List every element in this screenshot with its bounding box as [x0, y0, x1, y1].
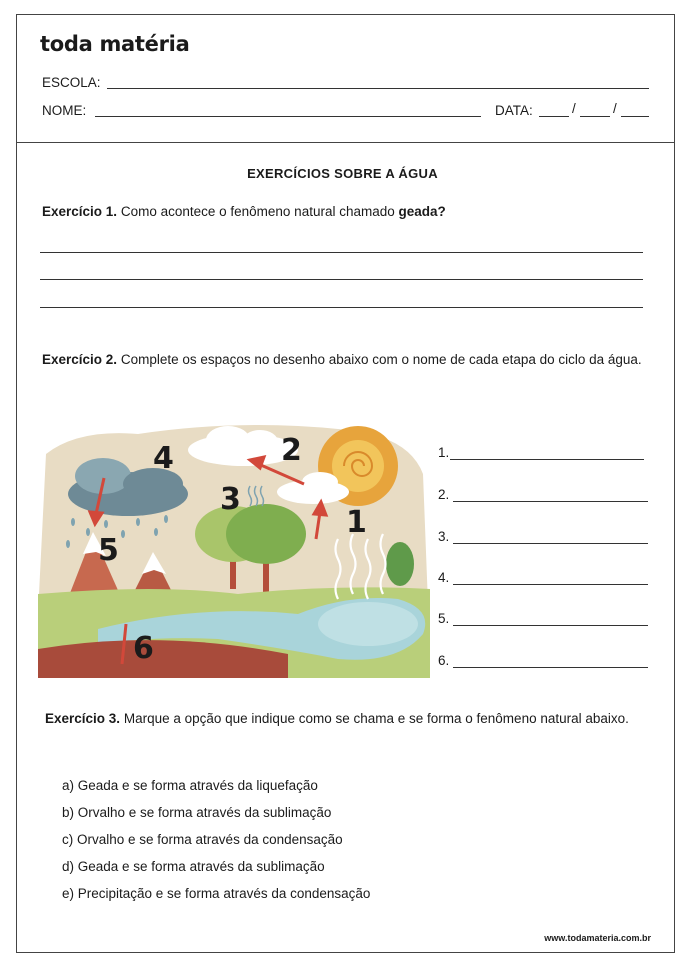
answer-line[interactable]	[453, 584, 648, 585]
list-item-number: 5.	[438, 611, 450, 626]
answer-line[interactable]	[40, 252, 643, 253]
option-b[interactable]: b) Orvalho e se forma através da sublimação	[62, 805, 332, 820]
page-title: EXERCÍCIOS SOBRE A ÁGUA	[247, 166, 438, 181]
diagram-number: 4	[153, 441, 174, 476]
list-item-number: 1.	[438, 445, 450, 460]
brand-logo: toda matéria	[40, 32, 190, 56]
exercise-2-question	[42, 346, 644, 373]
diagram-number: 5	[98, 533, 119, 568]
date-day-field[interactable]	[539, 116, 569, 117]
school-field[interactable]	[107, 88, 649, 89]
exercise-2-label: Exercício 2.	[42, 352, 118, 367]
school-label: ESCOLA:	[42, 75, 101, 90]
list-item-number: 3.	[438, 529, 450, 544]
answer-line[interactable]	[453, 667, 648, 668]
answer-line[interactable]	[40, 279, 643, 280]
option-a[interactable]: a) Geada e se forma através da liquefação	[62, 778, 318, 793]
exercise-1-label: Exercício 1.	[42, 204, 118, 219]
list-item-number: 4.	[438, 570, 450, 585]
date-separator: /	[572, 101, 576, 116]
exercise-1-question	[42, 198, 644, 225]
bush-icon	[386, 542, 414, 586]
exercise-3-label: Exercício 3.	[45, 711, 121, 726]
list-item-number: 2.	[438, 487, 450, 502]
answer-line[interactable]	[453, 625, 648, 626]
date-year-field[interactable]	[621, 116, 649, 117]
water-cycle-illustration	[38, 414, 430, 678]
name-label: NOME:	[42, 103, 87, 118]
diagram-number: 2	[281, 433, 302, 468]
exercise-3-text: Marque a opção que indique como se chama e se forma o fenômeno natural abaixo.	[123, 711, 629, 726]
list-item-number: 6.	[438, 653, 450, 668]
diagram-number: 6	[133, 631, 154, 666]
answer-line[interactable]	[453, 501, 648, 502]
date-month-field[interactable]	[580, 116, 610, 117]
exercise-2-text: Complete os espaços no desenho abaixo com o nome de cada etapa do ciclo da água.	[120, 352, 642, 367]
exercise-1-text: Como acontece o fenômeno natural chamado	[120, 204, 395, 219]
exercise-1-keyword: geada?	[398, 204, 446, 219]
footer-url: www.todamateria.com.br	[544, 933, 651, 943]
exercise-3-question	[45, 705, 647, 732]
option-e[interactable]: e) Precipitação e se forma através da condensação	[62, 886, 371, 901]
diagram-number: 1	[346, 505, 367, 540]
option-c[interactable]: c) Orvalho e se forma através da condensação	[62, 832, 343, 847]
diagram-number: 3	[220, 482, 241, 517]
option-d[interactable]: d) Geada e se forma através da sublimação	[62, 859, 325, 874]
answer-line[interactable]	[40, 307, 643, 308]
answer-line[interactable]	[450, 459, 644, 460]
date-separator: /	[613, 101, 617, 116]
answer-line[interactable]	[453, 543, 648, 544]
header-divider	[16, 142, 675, 143]
name-field[interactable]	[95, 116, 481, 117]
date-label: DATA:	[495, 103, 533, 118]
